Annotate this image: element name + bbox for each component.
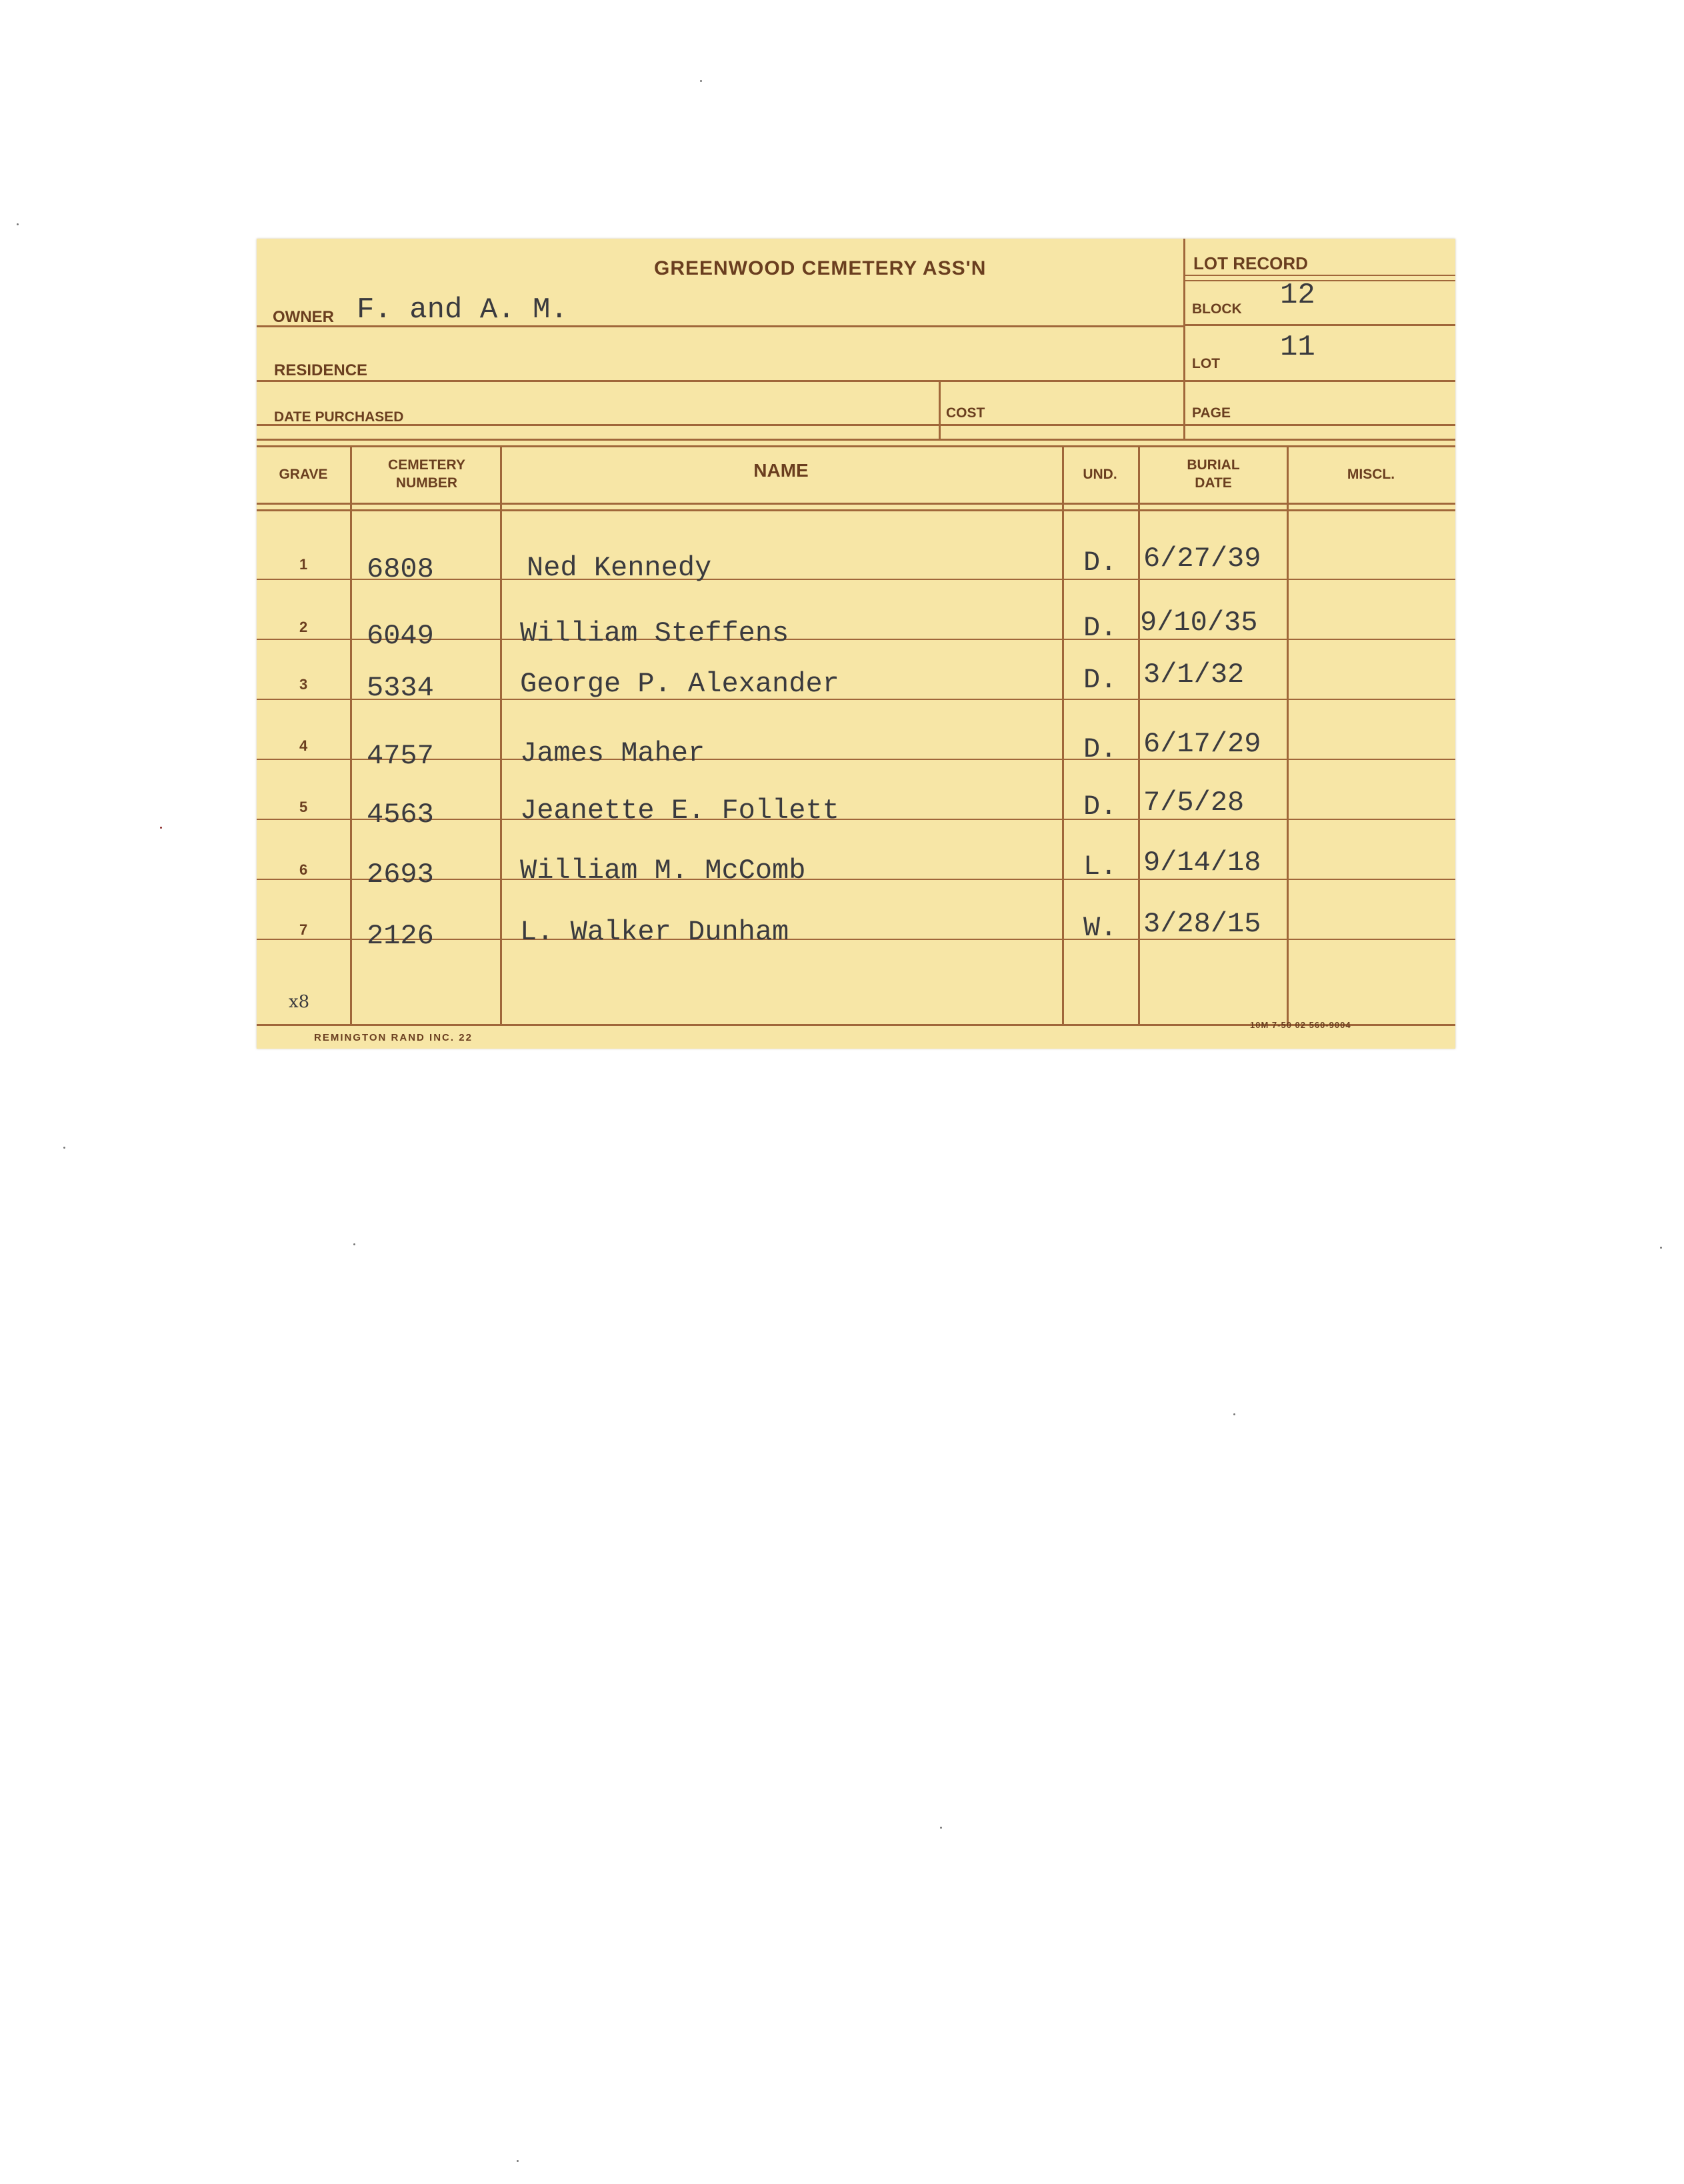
col-divider-number — [500, 445, 502, 1024]
header-burial-date: BURIAL DATE — [1187, 457, 1240, 491]
cemetery-number-cell: 2126 — [367, 920, 434, 952]
name-cell: William Steffens — [520, 617, 789, 649]
row-line-5 — [257, 819, 1455, 820]
burial-date-cell: 3/28/15 — [1143, 908, 1261, 940]
und-cell: D. — [1083, 791, 1117, 823]
burial-date-cell: 9/10/35 — [1140, 607, 1258, 639]
und-cell: L. — [1083, 851, 1117, 883]
row-line-4 — [257, 759, 1455, 760]
footer-printer: REMINGTON RAND INC. 22 — [314, 1032, 473, 1043]
row-line-6 — [257, 879, 1455, 880]
header-grave: GRAVE — [279, 467, 328, 482]
cemetery-number-cell: 4563 — [367, 799, 434, 831]
grave-cell: 1 — [299, 556, 308, 573]
lot-label: LOT — [1192, 356, 1220, 371]
col-divider-grave — [350, 445, 352, 1024]
table-top-line-2 — [257, 445, 1455, 447]
residence-line — [257, 380, 1183, 382]
table-header-line-2 — [257, 509, 1455, 511]
header-und: UND. — [1083, 467, 1117, 482]
cemetery-number-cell: 2693 — [367, 859, 434, 891]
extra-mark: x8 — [289, 992, 310, 1012]
row-line-3 — [257, 699, 1455, 700]
lot-record-title: LOT RECORD — [1193, 253, 1308, 273]
scan-speck — [940, 1827, 942, 1829]
header-name: NAME — [753, 460, 809, 481]
col-divider-und — [1138, 445, 1140, 1024]
owner-value: F. and A. M. — [357, 293, 568, 327]
grave-cell: 2 — [299, 619, 308, 635]
burial-date-cell: 9/14/18 — [1143, 847, 1261, 879]
header-miscl: MISCL. — [1347, 467, 1395, 482]
lot-record-line-2 — [1183, 280, 1455, 281]
scan-speck — [63, 1147, 65, 1149]
row-line-2 — [257, 639, 1455, 640]
footer-form-number: 10M 7-50 02 560-9004 — [1250, 1020, 1351, 1030]
scan-speck — [700, 80, 702, 82]
und-cell: D. — [1083, 664, 1117, 696]
residence-label: RESIDENCE — [274, 361, 368, 379]
name-cell: Ned Kennedy — [527, 552, 712, 584]
header-cemetery-number: CEMETERY NUMBER — [388, 457, 465, 491]
date-line — [257, 424, 1455, 426]
burial-date-cell: 3/1/32 — [1143, 659, 1245, 691]
association-title: GREENWOOD CEMETERY ASS'N — [654, 257, 987, 279]
scan-speck — [517, 2160, 519, 2162]
cemetery-number-cell: 6049 — [367, 620, 434, 652]
lot-value: 11 — [1280, 331, 1315, 364]
row-line-7 — [257, 939, 1455, 940]
scan-speck — [1233, 1413, 1235, 1415]
grave-cell: 4 — [299, 737, 308, 754]
burial-date-cell: 6/27/39 — [1143, 543, 1261, 575]
lot-record-card — [257, 239, 1455, 1049]
scan-speck — [160, 827, 162, 829]
und-cell: D. — [1083, 547, 1117, 579]
burial-date-cell: 6/17/29 — [1143, 728, 1261, 760]
lot-record-line-1 — [1183, 275, 1455, 276]
table-top-line-1 — [257, 439, 1455, 441]
row-line-1 — [257, 579, 1455, 580]
scan-speck — [1660, 1247, 1662, 1249]
page-label: PAGE — [1192, 405, 1231, 421]
cemetery-number-cell: 6808 — [367, 553, 434, 585]
block-label: BLOCK — [1192, 301, 1242, 317]
col-divider-name — [1062, 445, 1064, 1024]
cemetery-number-cell: 5334 — [367, 672, 434, 704]
name-cell: James Maher — [520, 737, 705, 769]
name-cell: Jeanette E. Follett — [520, 795, 839, 827]
und-cell: D. — [1083, 733, 1117, 765]
cost-label: COST — [946, 405, 985, 421]
block-line — [1183, 324, 1455, 326]
col-divider-date — [1287, 445, 1289, 1024]
und-cell: W. — [1083, 912, 1117, 944]
grave-cell: 3 — [299, 676, 308, 693]
cost-divider — [939, 380, 941, 439]
burial-date-cell: 7/5/28 — [1143, 787, 1245, 819]
scan-speck — [17, 223, 19, 225]
block-value: 12 — [1280, 279, 1315, 312]
date-purchased-label: DATE PURCHASED — [274, 409, 404, 425]
table-header-line-1 — [257, 503, 1455, 505]
lot-line — [1183, 380, 1455, 382]
right-box-divider — [1183, 239, 1185, 439]
scan-speck — [353, 1243, 355, 1245]
name-cell: William M. McComb — [520, 855, 806, 887]
und-cell: D. — [1083, 612, 1117, 644]
name-cell: L. Walker Dunham — [520, 916, 789, 948]
owner-label: OWNER — [273, 308, 334, 326]
name-cell: George P. Alexander — [520, 668, 839, 700]
grave-cell: 5 — [299, 799, 308, 815]
cemetery-number-cell: 4757 — [367, 740, 434, 772]
grave-cell: 6 — [299, 861, 308, 878]
grave-cell: 7 — [299, 921, 308, 938]
